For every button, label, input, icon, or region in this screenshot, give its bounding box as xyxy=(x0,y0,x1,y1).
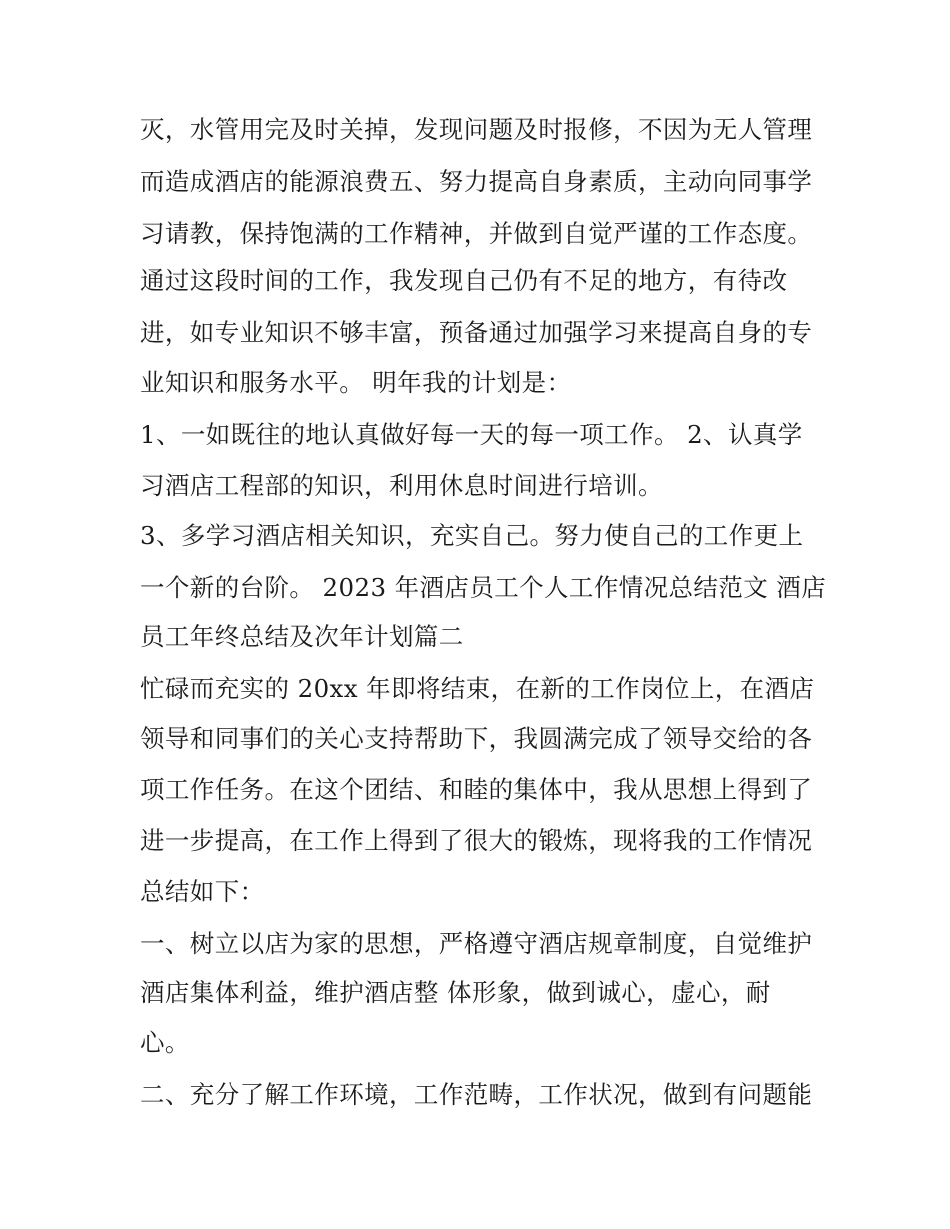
text-line: 习请教，保持饱满的工作精神，并做到自觉严谨的工作态度。 xyxy=(140,219,813,248)
text-line: 进，如专业知识不够丰富，预备通过加强学习来提高自身的专 xyxy=(140,318,813,347)
text-line: 习酒店工程部的知识，利用休息时间进行培训。 xyxy=(140,471,663,500)
text-line: 员工年终总结及次年计划篇二 xyxy=(140,622,464,651)
text-line: 进一步提高，在工作上得到了很大的锻炼，现将我的工作情况 xyxy=(140,826,813,855)
text-line: 业知识和服务水平。 明年我的计划是： xyxy=(140,368,572,397)
text-line: 心。 xyxy=(140,1028,190,1057)
text-line: 忙碌而充实的 20xx 年即将结束，在新的工作岗位上，在酒店 xyxy=(140,674,815,703)
text-line: 二、充分了解工作环境，工作范畴，工作状况，做到有问题能 xyxy=(140,1080,813,1109)
text-line: 而造成酒店的能源浪费五、努力提高自身素质，主动向同事学 xyxy=(140,167,813,196)
text-line: 3、多学习酒店相关知识，充实自己。努力使自己的工作更上 xyxy=(140,521,804,550)
text-line: 一、树立以店为家的思想，严格遵守酒店规章制度，自觉维护 xyxy=(140,929,813,958)
text-line: 1、一如既往的地认真做好每一天的每一项工作。 2、认真学 xyxy=(140,420,803,449)
text-line: 灭，水管用完及时关掉，发现问题及时报修，不因为无人管理 xyxy=(140,115,813,144)
text-line: 一个新的台阶。 2023 年酒店员工个人工作情况总结范文 酒店 xyxy=(140,573,827,602)
text-line: 总结如下： xyxy=(140,877,265,906)
text-line: 领导和同事们的关心支持帮助下，我圆满完成了领导交给的各 xyxy=(140,724,813,753)
text-line: 通过这段时间的工作，我发现自己仍有不足的地方，有待改 xyxy=(140,266,788,295)
text-line: 项工作任务。在这个团结、和睦的集体中，我从思想上得到了 xyxy=(140,775,813,804)
text-line: 酒店集体利益，维护酒店整 体形象，做到诚心，虚心，耐 xyxy=(140,978,771,1007)
